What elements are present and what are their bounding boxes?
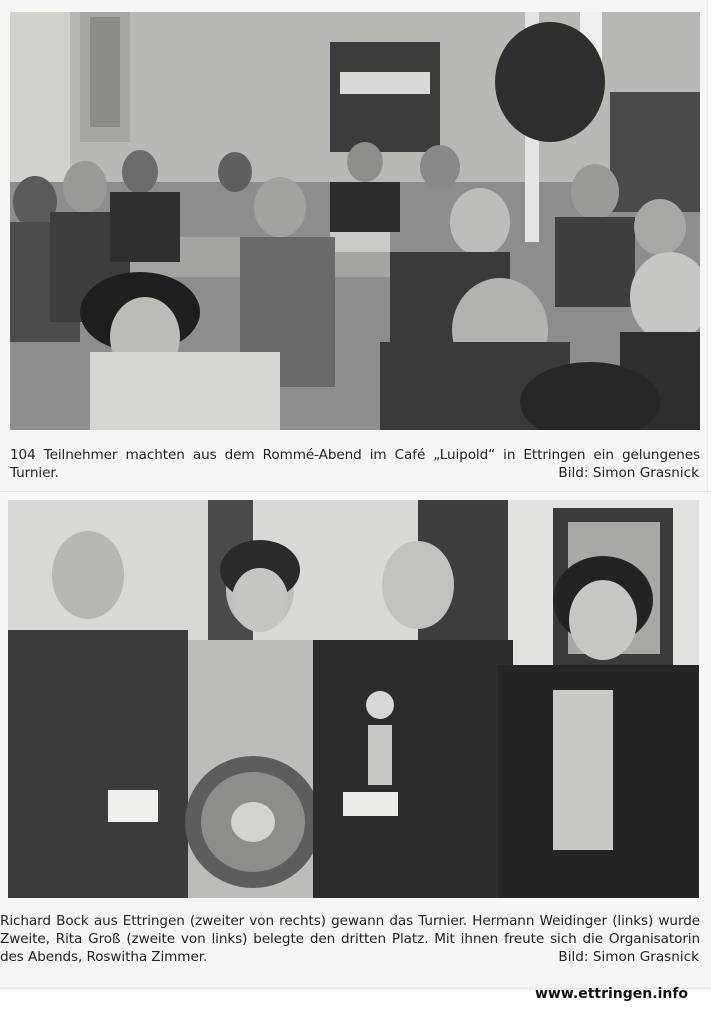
newspaper-clipping-bottom [0, 492, 711, 988]
photo-card-evening-graphic [10, 12, 700, 430]
photo-winners [8, 500, 699, 898]
photo-caption-bottom: Richard Bock aus Ettringen (zweiter von rechts) gewann das Turnier. Hermann Weidinger (links) wurde Zweite, Rita Groß (zweite von links) belegte den dritten Platz. Mit ihnen freute sich die Organisatorin des Abends, Roswitha Zimmer. [0, 913, 700, 965]
photo-credit-top: Bild: Simon Grasnick [558, 465, 699, 481]
newspaper-clipping-top [0, 0, 707, 492]
photo-winners-graphic [8, 500, 699, 898]
photo-caption-top: 104 Teilnehmer machten aus dem Rommé-Abend im Café „Luipold“ in Ettringen ein gelungenes Turnier. [10, 447, 700, 481]
website-link[interactable]: www.ettringen.info [535, 986, 689, 1002]
photo-credit-bottom: Bild: Simon Grasnick [558, 949, 699, 965]
photo-card-evening [10, 12, 700, 430]
